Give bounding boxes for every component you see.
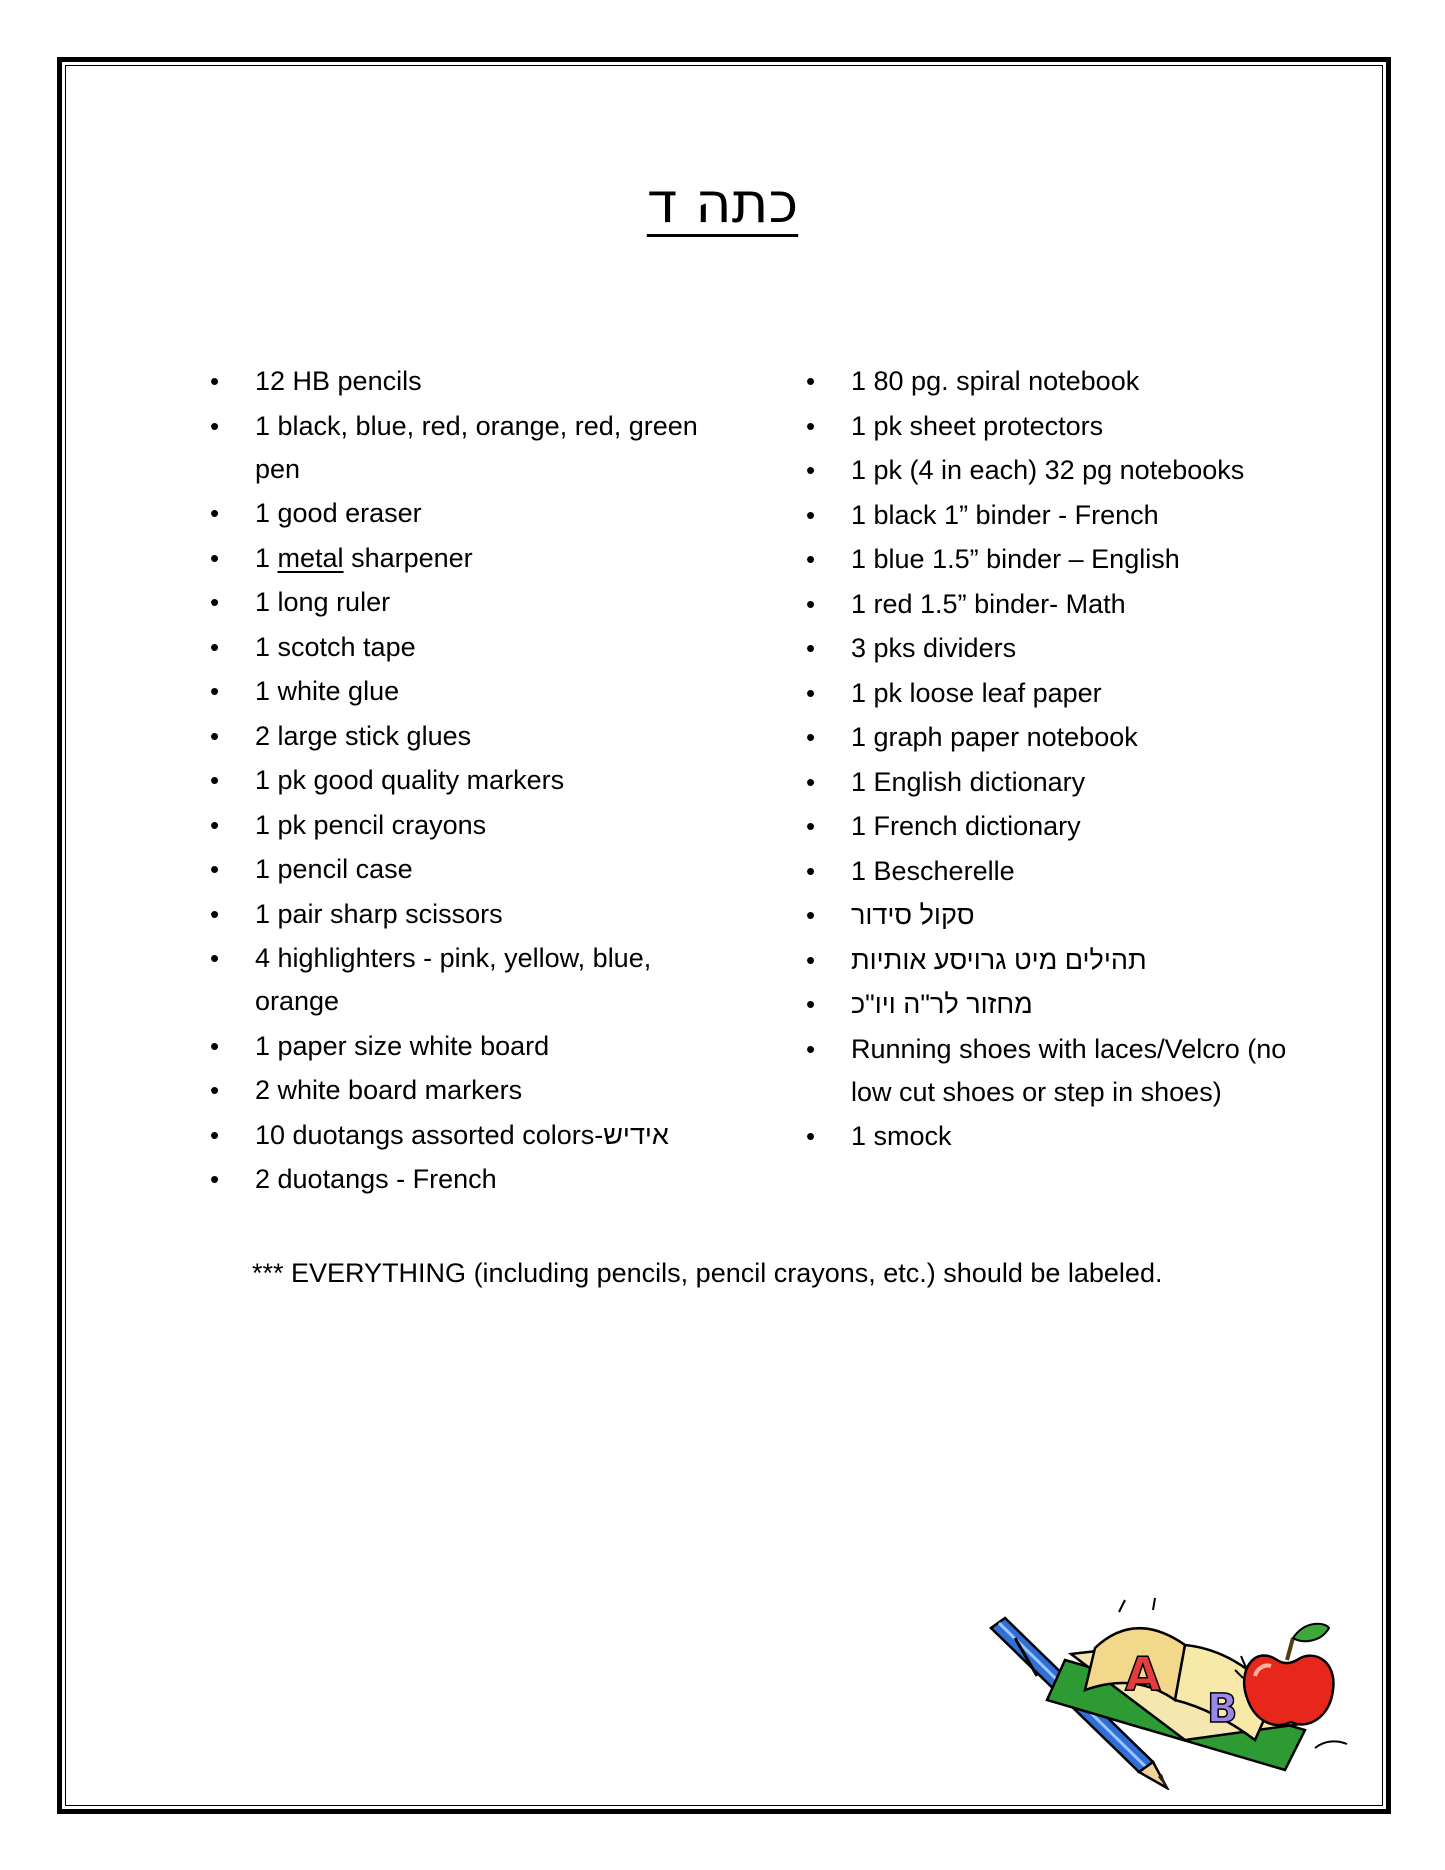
supply-item: • 12 HB pencils bbox=[210, 360, 710, 403]
supply-item: • 1 metal sharpener bbox=[210, 537, 710, 580]
supply-item: • 1 80 pg. spiral notebook bbox=[806, 360, 1306, 403]
supply-item: • 2 large stick glues bbox=[210, 715, 710, 758]
supply-item: • 2 white board markers bbox=[210, 1069, 710, 1112]
supply-item: • 1 Bescherelle bbox=[806, 850, 1306, 893]
supply-item: • 1 red 1.5” binder- Math bbox=[806, 583, 1306, 626]
supply-item: • Running shoes with laces/Velcro (no low cut shoes or step in shoes) bbox=[806, 1028, 1306, 1114]
supply-item: • 1 English dictionary bbox=[806, 761, 1306, 804]
letter-b: B bbox=[1207, 1686, 1238, 1732]
labeling-note: *** EVERYTHING (including pencils, pencil crayons, etc.) should be labeled. bbox=[252, 1258, 1163, 1288]
supply-item: • 1 good eraser bbox=[210, 492, 710, 535]
right-supply-list bbox=[806, 360, 1306, 1160]
supply-item: • 1 pk loose leaf paper bbox=[806, 672, 1306, 715]
supply-item: • 1 pk good quality markers bbox=[210, 759, 710, 802]
supply-item: • 1 black, blue, red, orange, red, green pen bbox=[210, 405, 710, 491]
supply-item: • 1 scotch tape bbox=[210, 626, 710, 669]
supply-item: • 1 pk pencil crayons bbox=[210, 804, 710, 847]
supply-item: • מחזור לר"ה ויו"כ bbox=[806, 983, 1306, 1026]
supply-item: • סקול סידור bbox=[806, 894, 1306, 937]
school-clipart bbox=[985, 1590, 1355, 1790]
supply-item: • תהילים מיט גרויסע אותיות bbox=[806, 939, 1306, 982]
supply-item: • 1 smock bbox=[806, 1115, 1306, 1158]
supply-item: • 1 paper size white board bbox=[210, 1025, 710, 1068]
supply-item: • 3 pks dividers bbox=[806, 627, 1306, 670]
supply-item: • 1 blue 1.5” binder – English bbox=[806, 538, 1306, 581]
supply-item: • 1 long ruler bbox=[210, 581, 710, 624]
supply-item: • 4 highlighters - pink, yellow, blue, orange bbox=[210, 937, 710, 1023]
supply-item: • 1 pk sheet protectors bbox=[806, 405, 1306, 448]
page-title bbox=[0, 168, 1445, 239]
supply-item: • 1 white glue bbox=[210, 670, 710, 713]
supply-item: • 1 pair sharp scissors bbox=[210, 893, 710, 936]
supply-item: • 1 pencil case bbox=[210, 848, 710, 891]
supply-item: • 1 black 1” binder - French bbox=[806, 494, 1306, 537]
supply-item: • 10 duotangs assorted colors-אידיש bbox=[210, 1114, 710, 1157]
supply-item: • 2 duotangs - French bbox=[210, 1158, 710, 1201]
supply-item: • 1 French dictionary bbox=[806, 805, 1306, 848]
page-title-text: כתה ד bbox=[646, 171, 799, 236]
supply-item: • 1 pk (4 in each) 32 pg notebooks bbox=[806, 449, 1306, 492]
left-supply-list bbox=[210, 360, 710, 1203]
letter-a: A bbox=[1125, 1647, 1161, 1701]
supply-item: • 1 graph paper notebook bbox=[806, 716, 1306, 759]
